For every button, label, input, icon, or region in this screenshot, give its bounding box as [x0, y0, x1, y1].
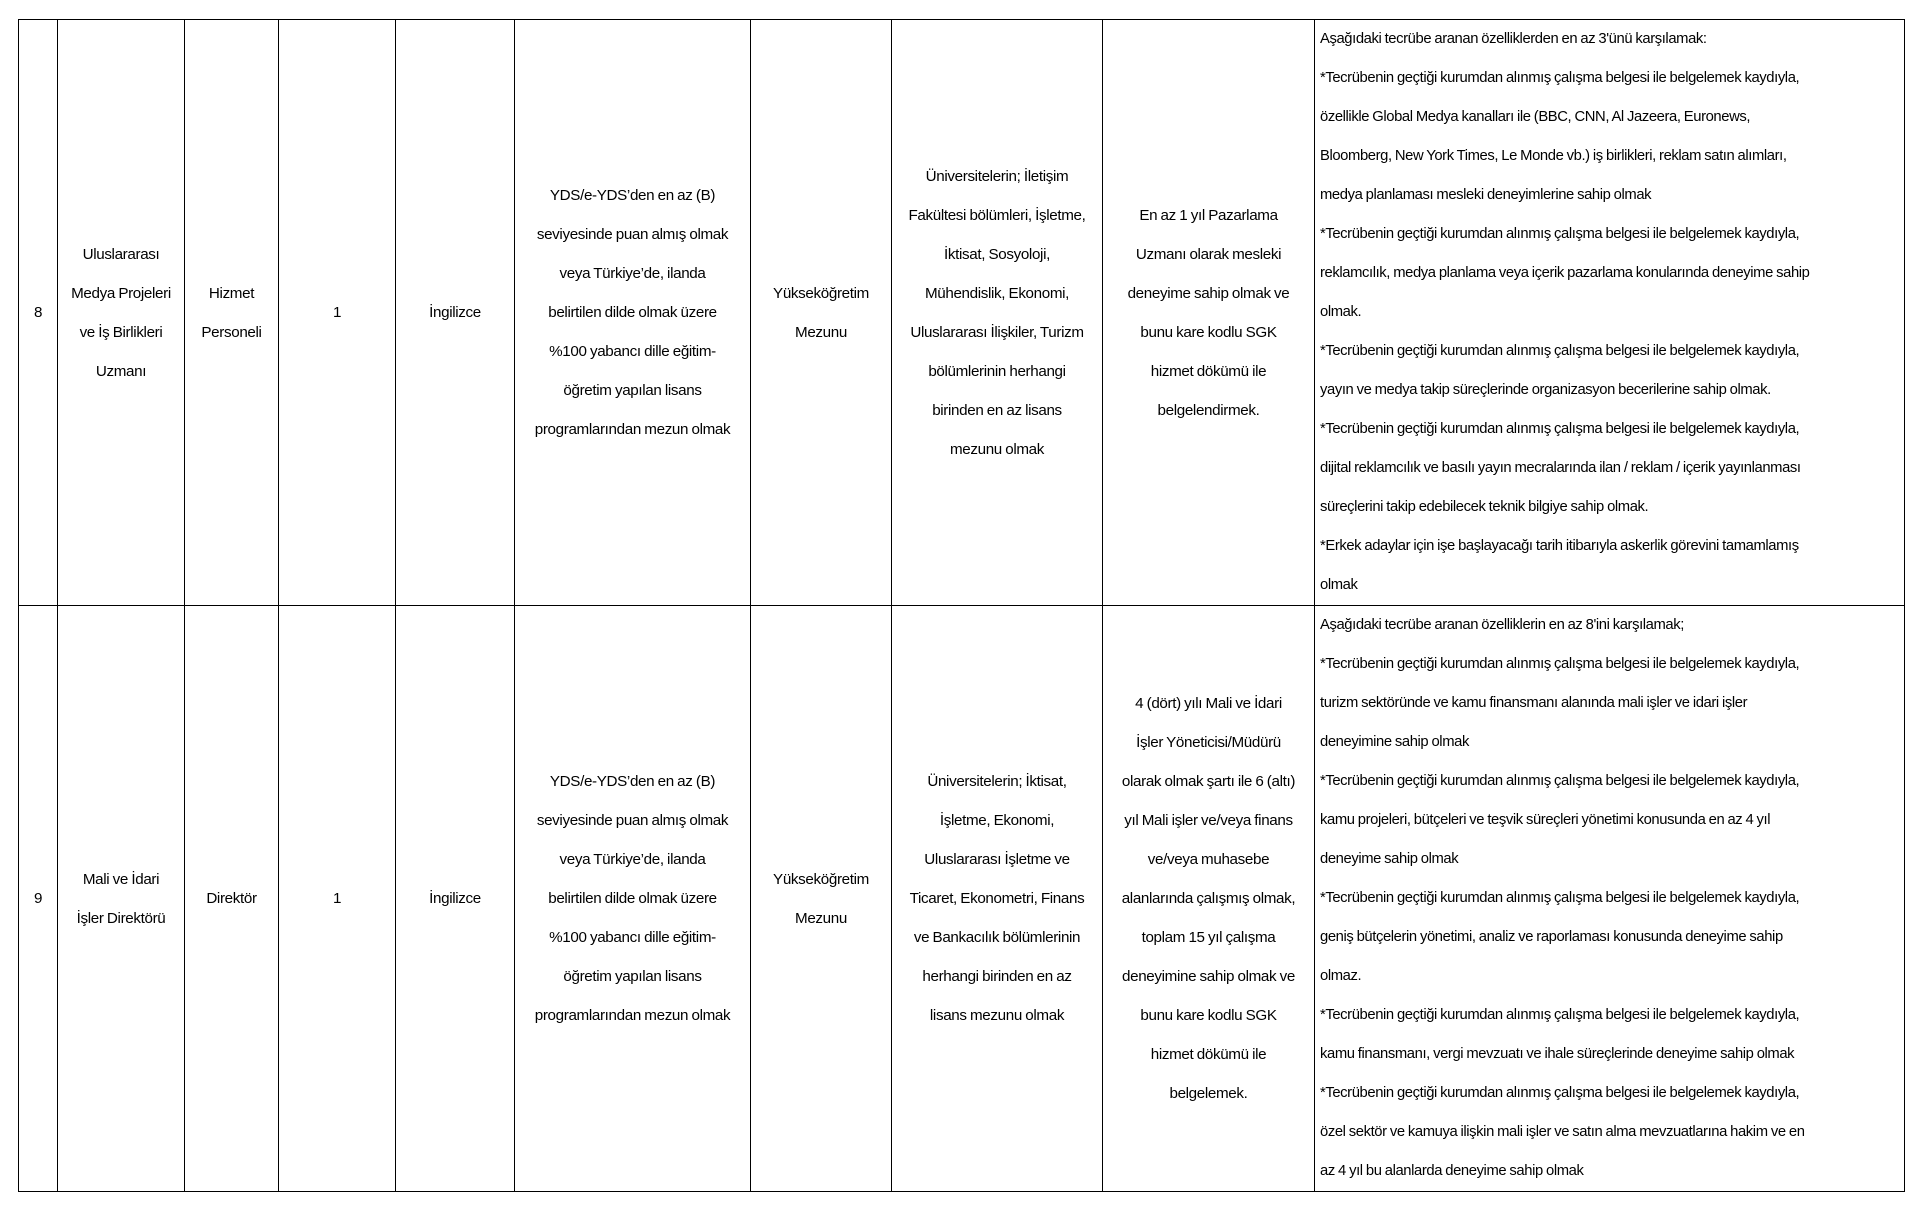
text-line: programlarından mezun olmak: [534, 421, 731, 438]
text-line: herhangi birinden en az: [922, 968, 1072, 985]
text-line: yıl Mali işler ve/veya finans: [1124, 812, 1293, 829]
text-line: YDS/e-YDS’den en az (B): [549, 773, 716, 790]
language-requirement: [515, 606, 751, 1192]
position-name: [58, 20, 185, 606]
text-line: Mezunu: [795, 323, 847, 341]
text-line: *Tecrübenin geçtiği kurumdan alınmış çalışma belgesi ile belgelemek kaydıyla,: [1320, 70, 1800, 86]
text-line: Hizmet: [208, 284, 255, 302]
position-title: [185, 606, 279, 1192]
table-row: [19, 20, 1905, 606]
text-line: *Tecrübenin geçtiği kurumdan alınmış çalışma belgesi ile belgelemek kaydıyla,: [1320, 890, 1800, 906]
text-line: olmak: [1320, 577, 1358, 593]
text-line: medya planlaması mesleki deneyimlerine sahip olmak: [1320, 187, 1652, 203]
text-line: veya Türkiye’de, ilanda: [559, 265, 706, 282]
text-line: deneyime sahip olmak: [1320, 851, 1459, 867]
text-line: YDS/e-YDS’den en az (B): [549, 187, 716, 204]
text-line: deneyimine sahip olmak: [1320, 734, 1469, 750]
text-line: *Tecrübenin geçtiği kurumdan alınmış çalışma belgesi ile belgelemek kaydıyla,: [1320, 1085, 1800, 1101]
text-line: öğretim yapılan lisans: [563, 968, 702, 985]
text-line: turizm sektöründe ve kamu finansmanı alanında mali işler ve idari işler: [1320, 695, 1748, 711]
position-title: [185, 20, 279, 606]
text-line: İktisat, Sosyoloji,: [944, 245, 1050, 263]
text-line: birinden en az lisans: [932, 401, 1062, 419]
text-line: Uluslararası: [82, 245, 160, 263]
text-line: az 4 yıl bu alanlarda deneyime sahip olmak: [1320, 1163, 1584, 1179]
experience-requirement: [1103, 20, 1315, 606]
text-line: Yükseköğretim: [773, 870, 869, 888]
text-line: Uzmanı: [95, 362, 147, 380]
text-line: ve Bankacılık bölümlerinin: [913, 929, 1081, 946]
additional-requirements: [1315, 606, 1905, 1192]
text-line: %100 yabancı dille eğitim-: [549, 929, 716, 946]
text-line: Medya Projeleri: [71, 284, 171, 302]
text-line: özellikle Global Medya kanalları ile (BBC, CNN, Al Jazeera, Euronews,: [1320, 109, 1751, 125]
text-line: kamu finansmanı, vergi mevzuatı ve ihale süreçlerinde deneyime sahip olmak: [1320, 1046, 1795, 1062]
text-line: belirtilen dilde olmak üzere: [548, 890, 717, 907]
text-line: olmaz.: [1320, 968, 1362, 984]
text-line: *Erkek adaylar için işe başlayacağı tarih itibarıyla askerlik görevini tamamlamış: [1320, 538, 1799, 554]
row-number: 9: [19, 606, 58, 1192]
text-line: Fakültesi bölümleri, İşletme,: [908, 206, 1086, 224]
text-line: veya Türkiye’de, ilanda: [559, 851, 706, 868]
text-line: özel sektör ve kamuya ilişkin mali işler ve satın alma mevzuatlarına hakim ve en: [1320, 1124, 1805, 1140]
text-line: Mezunu: [795, 909, 847, 927]
position-name: [58, 606, 185, 1192]
text-line: programlarından mezun olmak: [534, 1007, 731, 1024]
text-line: Uluslararası İlişkiler, Turizm: [910, 323, 1084, 341]
foreign-language: İngilizce: [396, 20, 515, 606]
text-line: süreçlerini takip edebilecek teknik bilgiye sahip olmak.: [1320, 499, 1649, 515]
text-line: İşler Direktörü: [76, 909, 166, 927]
text-line: yayın ve medya takip süreçlerinde organizasyon becerilerine sahip olmak.: [1320, 382, 1771, 398]
text-line: ve/veya muhasebe: [1147, 851, 1270, 868]
text-line: belirtilen dilde olmak üzere: [548, 304, 717, 321]
text-line: %100 yabancı dille eğitim-: [549, 343, 716, 360]
text-line: deneyimine sahip olmak ve: [1122, 968, 1295, 985]
text-line: Üniversitelerin; İktisat,: [927, 773, 1067, 790]
text-line: En az 1 yıl Pazarlama: [1139, 206, 1278, 224]
text-line: Aşağıdaki tecrübe aranan özelliklerden en az 3'ünü karşılamak:: [1320, 31, 1707, 47]
text-line: olarak olmak şartı ile 6 (altı): [1121, 773, 1296, 790]
text-line: 4 (dört) yılı Mali ve İdari: [1135, 695, 1282, 712]
text-line: deneyime sahip olmak ve: [1127, 284, 1290, 302]
text-line: İşletme, Ekonomi,: [939, 812, 1055, 829]
text-line: Mühendislik, Ekonomi,: [924, 284, 1070, 302]
position-count: 1: [279, 20, 396, 606]
text-line: seviyesinde puan almış olmak: [536, 812, 729, 829]
education-level: [751, 20, 892, 606]
text-line: geniş bütçelerin yönetimi, analiz ve raporlaması konusunda deneyime sahip: [1320, 929, 1783, 945]
text-line: ve İş Birlikleri: [79, 323, 163, 341]
text-line: Ticaret, Ekonometri, Finans: [909, 890, 1085, 907]
text-line: *Tecrübenin geçtiği kurumdan alınmış çalışma belgesi ile belgelemek kaydıyla,: [1320, 656, 1800, 672]
text-line: dijital reklamcılık ve basılı yayın mecralarında ilan / reklam / içerik yayınlanması: [1320, 460, 1801, 476]
text-line: belgelemek.: [1169, 1085, 1248, 1102]
text-line: Uzmanı olarak mesleki: [1135, 245, 1282, 263]
text-line: Aşağıdaki tecrübe aranan özelliklerin en az 8'ini karşılamak;: [1320, 617, 1684, 633]
text-line: toplam 15 yıl çalışma: [1141, 929, 1276, 946]
education-level: [751, 606, 892, 1192]
text-line: seviyesinde puan almış olmak: [536, 226, 729, 243]
text-line: mezunu olmak: [949, 440, 1045, 458]
text-line: *Tecrübenin geçtiği kurumdan alınmış çalışma belgesi ile belgelemek kaydıyla,: [1320, 421, 1800, 437]
text-line: öğretim yapılan lisans: [563, 382, 702, 399]
text-line: *Tecrübenin geçtiği kurumdan alınmış çalışma belgesi ile belgelemek kaydıyla,: [1320, 343, 1800, 359]
text-line: Üniversitelerin; İletişim: [925, 167, 1069, 185]
text-line: alanlarında çalışmış olmak,: [1121, 890, 1296, 907]
additional-requirements: [1315, 20, 1905, 606]
experience-requirement: [1103, 606, 1315, 1192]
text-line: bunu kare kodlu SGK: [1140, 323, 1277, 341]
row-number: 8: [19, 20, 58, 606]
text-line: Personeli: [201, 323, 262, 341]
text-line: lisans mezunu olmak: [929, 1007, 1065, 1024]
text-line: Mali ve İdari: [82, 870, 160, 888]
text-line: bölümlerinin herhangi: [928, 362, 1066, 380]
text-line: Uluslararası İşletme ve: [924, 851, 1070, 868]
text-line: reklamcılık, medya planlama veya içerik pazarlama konularında deneyime sahip: [1320, 265, 1810, 281]
text-line: hizmet dökümü ile: [1150, 362, 1267, 380]
language-requirement: [515, 20, 751, 606]
position-count: 1: [279, 606, 396, 1192]
text-line: Yükseköğretim: [773, 284, 869, 302]
text-line: kamu projeleri, bütçeleri ve teşvik süreçleri yönetimi konusunda en az 4 yıl: [1320, 812, 1771, 828]
text-line: İşler Yöneticisi/Müdürü: [1136, 734, 1281, 751]
text-line: Bloomberg, New York Times, Le Monde vb.) iş birlikleri, reklam satın alımları,: [1320, 148, 1787, 164]
table-row: [19, 606, 1905, 1192]
document-page: [18, 19, 1905, 1192]
text-line: *Tecrübenin geçtiği kurumdan alınmış çalışma belgesi ile belgelemek kaydıyla,: [1320, 773, 1800, 789]
text-line: *Tecrübenin geçtiği kurumdan alınmış çalışma belgesi ile belgelemek kaydıyla,: [1320, 1007, 1800, 1023]
text-line: *Tecrübenin geçtiği kurumdan alınmış çalışma belgesi ile belgelemek kaydıyla,: [1320, 226, 1800, 242]
department-requirement: [892, 606, 1103, 1192]
foreign-language: İngilizce: [396, 606, 515, 1192]
text-line: olmak.: [1320, 304, 1362, 320]
text-line: hizmet dökümü ile: [1150, 1046, 1267, 1063]
text-line: belgelendirmek.: [1157, 401, 1260, 419]
department-requirement: [892, 20, 1103, 606]
text-line: Direktör: [206, 890, 257, 907]
job-requirements-table: [18, 19, 1905, 1192]
text-line: bunu kare kodlu SGK: [1140, 1007, 1277, 1024]
